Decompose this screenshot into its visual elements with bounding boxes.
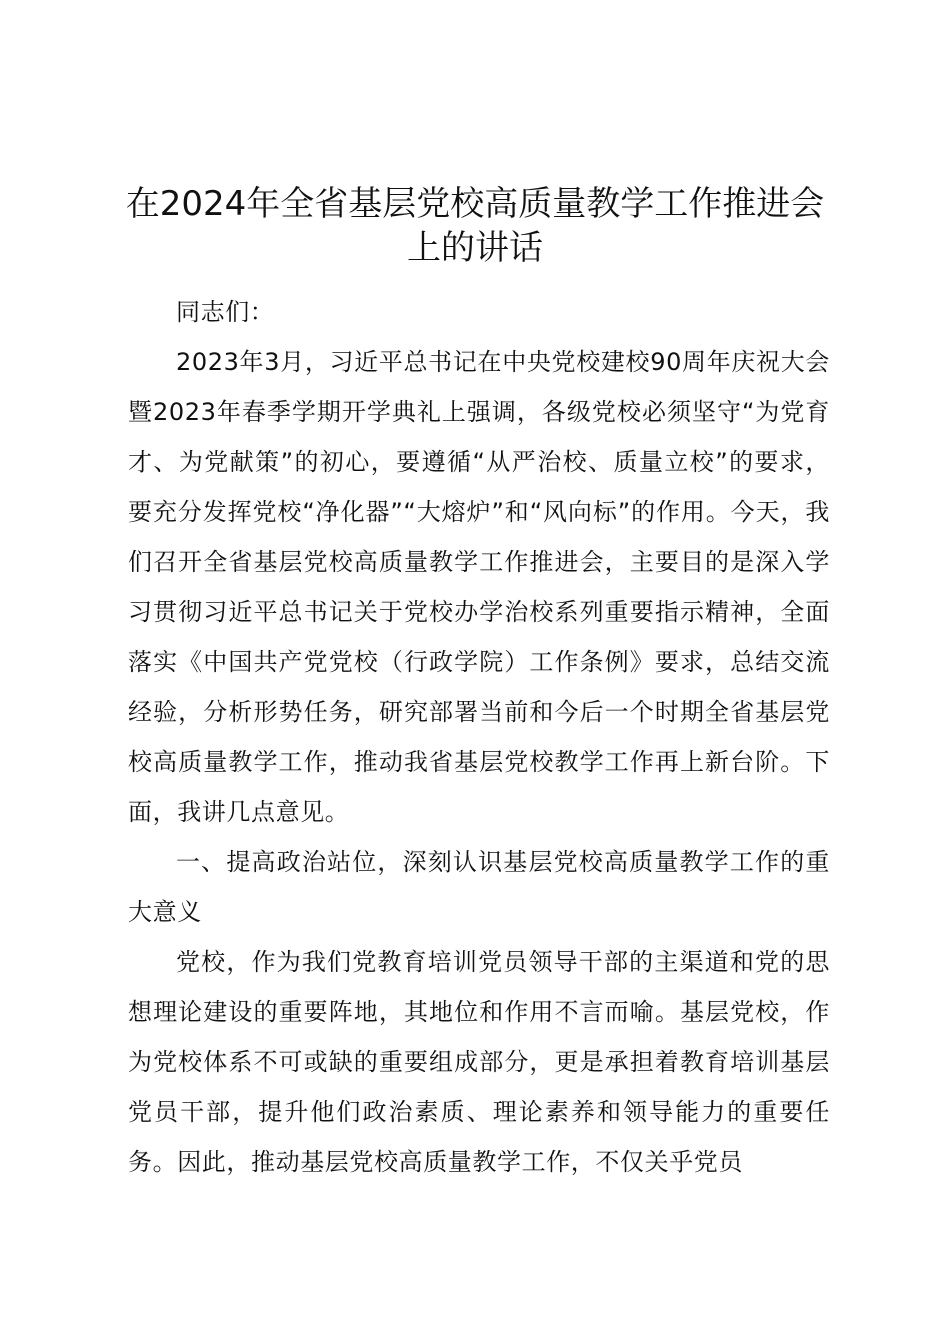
section-heading-1: 一、提高政治站位，深刻认识基层党校高质量教学工作的重大意义 (128, 848, 830, 926)
salutation: 同志们： (176, 298, 275, 326)
document-body (128, 287, 830, 1187)
paragraph-section-1: 党校，作为我们党教育培训党员领导干部的主渠道和党的思想理论建设的重要阵地，其地位和作用不言而喻。基层党校，作为党校体系不可或缺的重要组成部分，更是承担着教育培训基层党员干部，提升他们政治素质、理论素养和领导能力的重要任务。因此，推动基层党校高质量教学工作，不仅关乎党员 (128, 948, 830, 1176)
paragraph-intro: 2023年3月，习近平总书记在中央党校建校90周年庆祝大会暨2023年春季学期开学典礼上强调，各级党校必须坚守“为党育才、为党献策”的初心，要遵循“从严治校、质量立校”的要求，要充分发挥党校“净化器”“大熔炉”和“风向标”的作用。今天，我们召开全省基层党校高质量教学工作推进会，主要目的是深入学习贯彻习近平总书记关于党校办学治校系列重要指示精神，全面落实《中国共产党党校（行政学院）工作条例》要求，总结交流经验，分析形势任务，研究部署当前和今后一个时期全省基层党校高质量教学工作，推动我省基层党校教学工作再上新台阶。下面，我讲几点意见。 (128, 348, 830, 826)
document-title: 在2024年全省基层党校高质量教学工作推进会上的讲话 (125, 184, 825, 268)
